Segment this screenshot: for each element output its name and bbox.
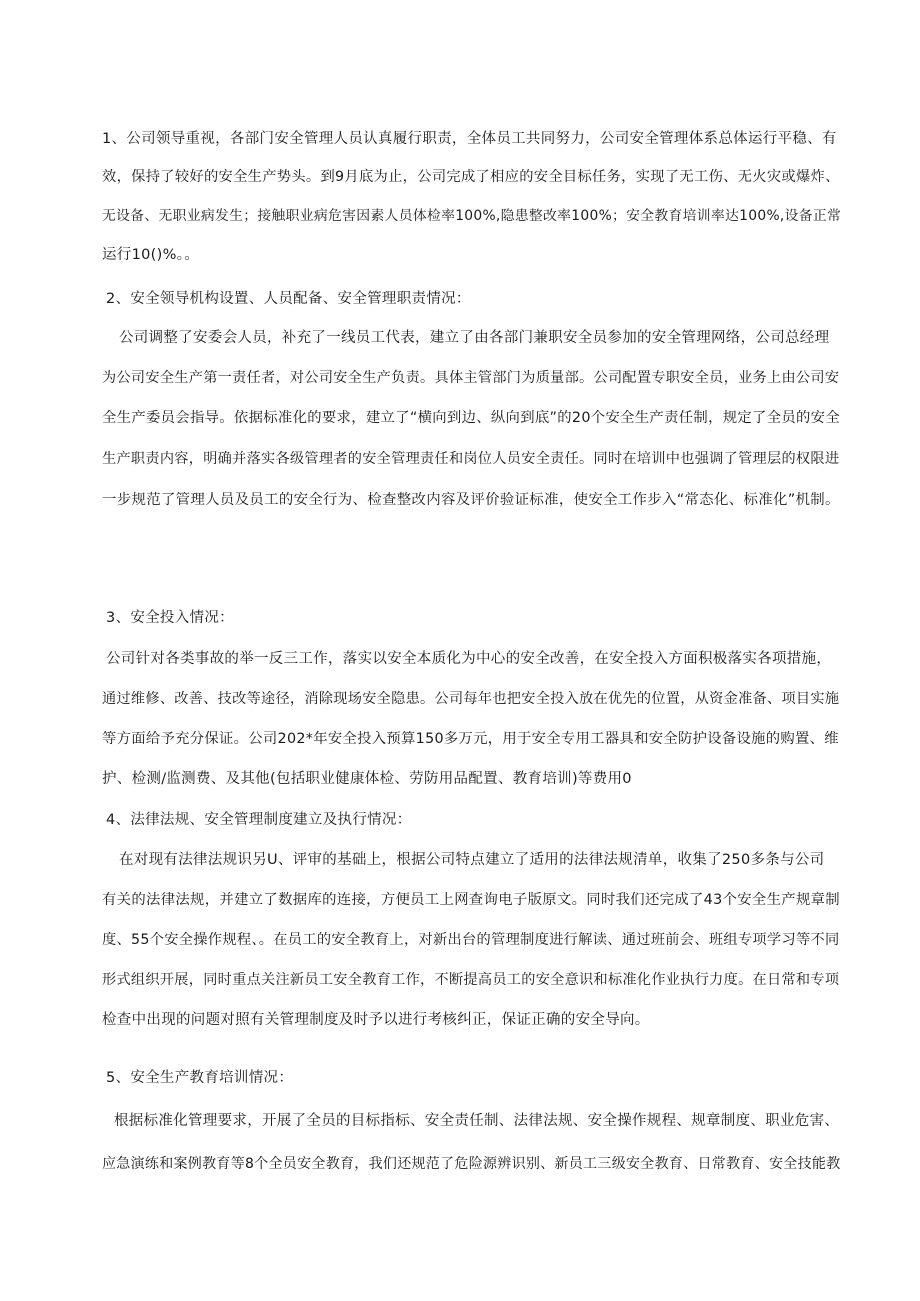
section-heading: 2、安全领导机构设置、人员配备、安全管理职责情况：: [106, 291, 471, 307]
text-line: 在对现有法律法规识另U、评审的基础上，根据公司特点建立了适用的法律法规清单，收集了250多条与公司: [119, 852, 825, 868]
text-line: 检查中出现的问题对照有关管理制度及时予以进行考核纠正，保证正确的安全导向。: [102, 1012, 650, 1028]
text-line: 公司针对各类事故的举一反三工作，落实以安全本质化为中心的安全改善，在安全投入方面积极落实各项措施，: [106, 651, 832, 667]
text-line: 为公司安全生产第一责任者，对公司安全生产负责。具体主管部门为质量部。公司配置专职安全员，业务上由公司安: [102, 370, 840, 386]
text-line: 公司调整了安委会人员，补充了一线员工代表，建立了由各部门兼职安全员参加的安全管理网络，公司总经理: [119, 330, 830, 346]
text-line: 应急演练和案例教育等8个全员安全教育，我们还规范了危险源辨识别、新员工三级安全教育、日常教育、安全技能教: [102, 1156, 841, 1172]
text-line: 根据标准化管理要求，开展了全员的目标指标、安全责任制、法律法规、安全操作规程、规章制度、职业危害、: [114, 1113, 840, 1129]
text-line: 护、检测/监测费、及其他(包括职业健康体检、劳防用品配置、教育培训)等费用0: [102, 771, 632, 787]
text-line: 效，保持了较好的安全生产势头。到9月底为止，公司完成了相应的安全目标任务，实现了无工伤、无火灾或爆炸、: [102, 169, 840, 185]
text-line: 运行10()%。。: [102, 247, 199, 263]
section-heading: 5、安全生产教育培训情况：: [106, 1070, 294, 1086]
text-line: 通过维修、改善、技改等途径，消除现场安全隐患。公司每年也把安全投入放在优先的位置，从资金准备、项目实施: [102, 691, 840, 707]
text-line: 度、55个安全操作规程、。在员工的安全教育上，对新出台的管理制度进行解读、通过班前会、班组专项学习等不同: [102, 932, 840, 948]
text-line: 全生产委员会指导。依据标准化的要求，建立了“横向到边、纵向到底”的20个安全生产责任制，规定了全员的安全: [102, 410, 841, 426]
text-line: 等方面给予充分保证。公司202*年安全投入预算150多万元，用于安全专用工器具和安全防护设备设施的购置、维: [102, 731, 839, 747]
text-line: 无设备、无职业病发生；接触职业病危害因素人员体检率100%,隐患整改率100%；安全教育培训率达100%,设备正常: [102, 208, 842, 224]
text-line: 1、公司领导重视，各部门安全管理人员认真履行职责，全体员工共同努力，公司安全管理体系总体运行平稳、有: [102, 131, 837, 147]
text-line: 形式组织开展，同时重点关注新员工安全教育工作，不断提高员工的安全意识和标准化作业执行力度。在日常和专项: [102, 972, 840, 988]
text-line: 生产职责内容，明确并落实各级管理者的安全管理责任和岗位人员安全责任。同时在培训中也强调了管理层的权限进: [102, 451, 840, 467]
section-heading: 4、法律法规、安全管理制度建立及执行情况：: [106, 812, 412, 828]
text-line: 有关的法律法规，并建立了数据库的连接，方便员工上网查询电子版原文。同时我们还完成了43个安全生产规章制: [102, 892, 840, 908]
text-line: 一步规范了管理人员及员工的安全行为、检查整改内容及评价验证标准，使安全工作步入“常态化、标准化”机制。: [102, 492, 840, 508]
section-heading: 3、安全投入情况：: [106, 610, 234, 626]
